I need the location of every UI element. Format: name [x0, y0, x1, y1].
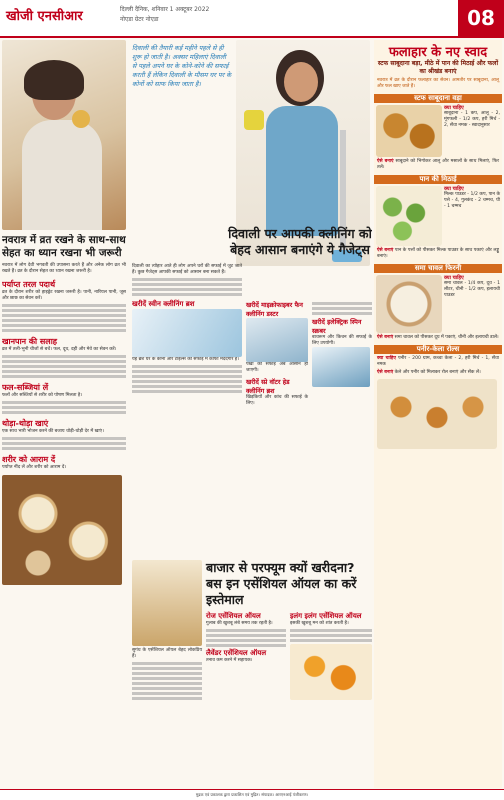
need-text: पनीर - 200 ग्राम, कच्चा केला - 2, हरी मिर्च - 1, सेंधा नमक	[377, 356, 499, 367]
need-text: मिल्क पाउडर - 1/2 कप, पान के पत्ते - 4, गुलकंद - 2 चम्मच, घी - 1 चम्मच	[444, 192, 500, 209]
navratri-headline: नवरात्र में व्रत रखने के साथ-साथ सेहत का ध्यान रखना भी जरूरी	[2, 234, 126, 259]
section-title: खानपान की सलाह	[2, 337, 58, 346]
phirni-photo	[376, 275, 442, 333]
need-label: क्या चाहिए	[444, 275, 464, 281]
cleaning-headline: दिवाली पर आपकी क्लीनिंग को बेहद आसान बनाएंगे ये गैजेट्स	[228, 226, 372, 257]
need-label: क्या चाहिए	[444, 105, 464, 111]
duster-photo	[246, 318, 308, 362]
section-text: व्रत के दौरान शरीर को हाइड्रेट रखना जरूरी है। पानी, नारियल पानी, जूस और छाछ का सेवन करें।	[2, 290, 126, 301]
gadget-title: खरीदें इलेक्ट्रिक स्पिन स्क्रबर	[312, 318, 362, 335]
gadget-title: खरीदें स्प्रे वॉटर हेड क्लीनिंग ब्रश	[246, 378, 290, 395]
oil-section-text: गुलाब की खुशबू लंबे समय तक रहती है।	[206, 621, 273, 626]
section-title: थोड़ा-थोड़ा खाएं	[2, 419, 49, 428]
section-title: शरीर को आराम दें	[2, 455, 56, 464]
section-text: व्रत में तली-भुनी चीजों से बचें। फल, दूध, दही और मेवे का सेवन करें।	[2, 347, 117, 352]
make-label: ऐसे बनाएं	[377, 370, 394, 375]
bottle-photo	[132, 560, 202, 646]
food-plate-photo	[2, 475, 122, 585]
make-text: साबूदाने को भिगोकर आलू और मसालों के साथ मिलाएं, फिर तलें।	[377, 159, 499, 170]
gadget-text: पंखों की सफाई अब आसान हो जाएगी।	[246, 362, 308, 373]
oil-side-note: सुगंध के एसेंशियल ऑयल बेहद लोकप्रिय हैं।	[132, 648, 202, 659]
recipe-column	[374, 40, 502, 788]
flowers-photo	[290, 644, 372, 700]
make-label: ऐसे बनाएं	[377, 159, 394, 164]
recipe-title: स्टफ साबूदाना वड़ा	[374, 94, 502, 103]
make-text: केले और पनीर को मिलाकर रोल बनाएं और सेंक लें।	[394, 370, 481, 375]
recipe-title: पान की मिठाई	[374, 175, 502, 184]
gadget-text: बाथरूम और किचन की सफाई के लिए उपयोगी।	[312, 335, 372, 346]
intro-quote	[132, 44, 232, 224]
gadget-text: यह ब्रश घर के कोनों और टाइल्स की सफाई में काफी मददगार है।	[132, 357, 239, 362]
vada-photo	[376, 105, 442, 157]
oil-section-title: रोज एसेंशियल ऑयल	[206, 612, 261, 620]
make-text: पान के पत्तों को पीसकर मिल्क पाउडर के साथ पकाएं और लड्डू बनाएं।	[377, 248, 499, 259]
navratri-article	[2, 234, 126, 784]
make-label: ऐसे बनाएं	[377, 335, 394, 340]
page-header	[0, 0, 504, 38]
recipe-title: पनीर-केला रोल्स	[374, 345, 502, 354]
paneer-roll-photo	[377, 379, 497, 449]
section-text: पर्याप्त नींद लें और शरीर को आराम दें।	[2, 465, 67, 470]
region-label: नोएडा ग्रेटर नोएडा	[120, 16, 159, 23]
paan-mithai-photo	[376, 186, 442, 246]
brush-photo	[132, 309, 242, 357]
gadget-title: खरीदें स्वीन क्लीनिंग ब्रश	[132, 300, 195, 308]
recipe-intro: नवरात्र में व्रत के दौरान फलाहार का सेवन। आमतौर पर साबूदाना, आलू और फल खाए जाते हैं।	[377, 78, 499, 89]
recipe-title: समा चावल फिरनी	[374, 264, 502, 273]
need-label: क्या चाहिए	[444, 186, 464, 192]
navratri-photo	[2, 40, 126, 230]
cleaning-lead: दिवाली का त्योहार आते ही लोग अपने घरों की सफाई में जुट जाते हैं। कुछ गैजेट्स आपकी सफाई को आसान बना सकते हैं।	[132, 264, 242, 275]
need-text: साबूदाना - 1 कप, आलू - 2, मूंगफली - 1/2 कप, हरी मिर्च - 2, सेंधा नमक - स्वादानुसार	[444, 111, 500, 128]
navratri-intro: नवरात्र में लोग देवी भगवती की उपासना करते हैं और अनेक लोग व्रत भी रखते हैं। व्रत के दौरान सेहत का ध्यान रखना जरूरी है।	[2, 263, 126, 274]
oil-section-text: तनाव कम करने में सहायक।	[206, 658, 253, 663]
section-title: फल-सब्जियां लें	[2, 383, 49, 392]
oil-article	[132, 560, 372, 786]
section-title: खोजी एनसीआर	[6, 9, 83, 24]
oil-section-title: इलंग इलंग एसेंशियल ऑयल	[290, 612, 362, 620]
imprint-footer: मुद्रक एवं प्रकाशक द्वारा प्रकाशित एवं मुद्रित। संपादक। आरएनआई पंजीकरण।	[0, 789, 504, 800]
section-text: फलों और सब्जियों से शरीर को पोषण मिलता है।	[2, 393, 83, 398]
cleaning-article	[132, 226, 372, 556]
section-text: एक साथ भारी भोजन करने की बजाय थोड़ी-थोड़ी देर में खाएं।	[2, 429, 104, 434]
make-label: ऐसे बनाएं	[377, 248, 394, 253]
recipe-headline: फलाहार के नए स्वाद	[388, 45, 488, 60]
recipe-subhead: स्टफ साबूदाना बड़ा, मीठे में पान की मिठाई और फलों का श्रीखंड बनाएं	[377, 60, 499, 75]
make-text: समा चावल को पीसकर दूध में पकाएं, चीनी और इलायची डालें।	[394, 335, 499, 340]
scrubber-photo	[312, 347, 370, 387]
section-title: पर्याप्त तरल पदार्थ	[2, 280, 56, 289]
oil-headline: बाजार से परफ्यूम क्यों खरीदना? बस इन एसेंशियल ऑयल का करें इस्तेमाल	[206, 560, 357, 607]
page-number: 08	[458, 0, 504, 36]
need-label: क्या चाहिए	[377, 356, 396, 361]
gadget-text: खिड़कियों और कांच की सफाई के लिए।	[246, 395, 308, 406]
need-text: समा चावल - 1/4 कप, दूध - 1 लीटर, चीनी - 1/2 कप, इलायची पाउडर	[444, 281, 500, 298]
oil-section-title: लैवेंडर एसेंशियल ऑयल	[206, 649, 267, 657]
quote-text: दिवाली की तैयारी कई महीने पहले से ही शुरू हो जाती है। अक्सर महिलाएं दिवाली से पहले अपने घर के कोने-कोने की सफाई करती हैं लेकिन दिवाली के मौसम घर पर के कोनों को साफ किया जाता है।	[132, 44, 232, 88]
dateline: दिल्ली दैनिक, शनिवार 1 अक्टूबर 2022	[120, 6, 210, 13]
oil-section-text: इसकी खुशबू मन को शांत करती है।	[290, 621, 349, 626]
gadget-title: खरीदें माइक्रोफाइबर फैन क्लीनिंग डस्टर	[246, 301, 303, 318]
